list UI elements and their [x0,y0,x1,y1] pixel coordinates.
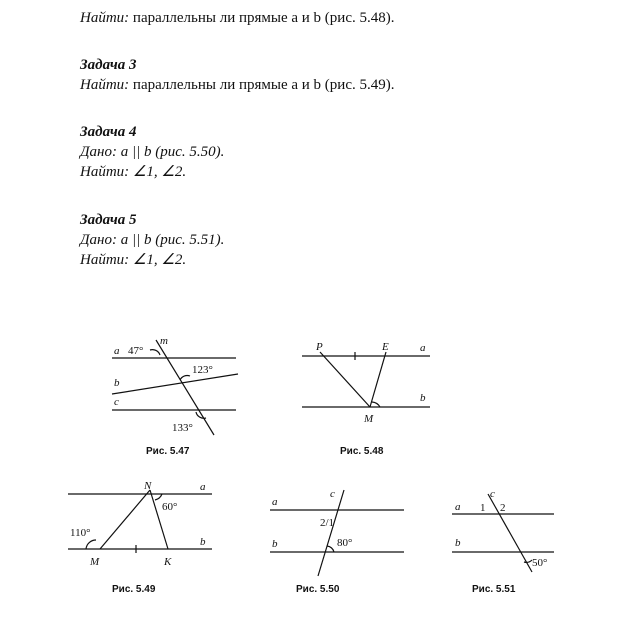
label-a: a [455,501,461,513]
find-text: параллельны ли прямые a и b (рис. 5.49). [132,77,395,93]
figure-5-49 [68,480,212,568]
label-a: a [420,342,426,354]
task-title: Задача 5 [80,212,137,228]
label-b: b [200,536,206,548]
label-E: E [382,341,389,353]
angle-arc [180,375,190,380]
find-label: Найти: [80,10,130,26]
figure-5-51 [452,488,554,572]
caption-5-49: Рис. 5.49 [112,584,156,595]
angle-50: 50° [532,557,548,569]
find-text: ∠1, ∠2. [132,164,187,180]
given-label: Дано: [80,232,117,248]
given-text: a || b (рис. 5.50). [120,144,225,160]
label-b: b [114,377,120,389]
label-m: m [160,335,168,347]
given-label: Дано: [80,144,117,160]
angle-arc [86,540,96,549]
angle-2-1: 2/1 [320,517,335,529]
label-K: K [164,556,172,568]
label-a: a [200,481,206,493]
angle-2: 2 [500,502,506,514]
task-title: Задача 3 [80,57,137,73]
segment-NM [100,490,150,549]
task-title: Задача 4 [80,124,137,140]
label-b: b [272,538,278,550]
find-label: Найти: [80,252,130,268]
segment-EM [370,352,386,407]
figure-5-47 [112,335,238,435]
find-label: Найти: [80,164,130,180]
angle-1: 1 [480,502,486,514]
angle-133: 133° [172,422,193,434]
label-N: N [144,480,152,492]
label-a: a [272,496,278,508]
angle-arc [155,494,162,500]
line-c [488,494,532,572]
angle-110: 110° [70,527,91,539]
segment-PM [320,352,370,407]
label-b: b [420,392,426,404]
line-m [156,340,214,435]
label-M: M [90,556,100,568]
angle-60: 60° [162,501,178,513]
caption-5-48: Рис. 5.48 [340,446,384,457]
label-M: M [364,413,374,425]
angle-123: 123° [192,364,213,376]
given-text: a || b (рис. 5.51). [120,232,225,248]
label-c: c [114,396,119,408]
label-c: c [330,488,335,500]
label-a: a [114,345,120,357]
figure-5-48 [302,341,430,425]
find-label: Найти: [80,77,130,93]
label-c: c [490,488,495,500]
caption-5-50: Рис. 5.50 [296,584,340,595]
label-P: P [316,341,323,353]
caption-5-47: Рис. 5.47 [146,446,190,457]
line-b [112,374,238,394]
angle-arc [327,546,334,552]
label-b: b [455,537,461,549]
angle-80: 80° [337,537,353,549]
angle-arc [150,350,160,355]
find-text: параллельны ли прямые a и b (рис. 5.48). [132,10,395,26]
caption-5-51: Рис. 5.51 [472,584,516,595]
find-text: ∠1, ∠2. [132,252,187,268]
figure-5-50 [270,488,404,576]
angle-47: 47° [128,345,144,357]
line-c [318,490,344,576]
angle-arc [372,402,380,407]
